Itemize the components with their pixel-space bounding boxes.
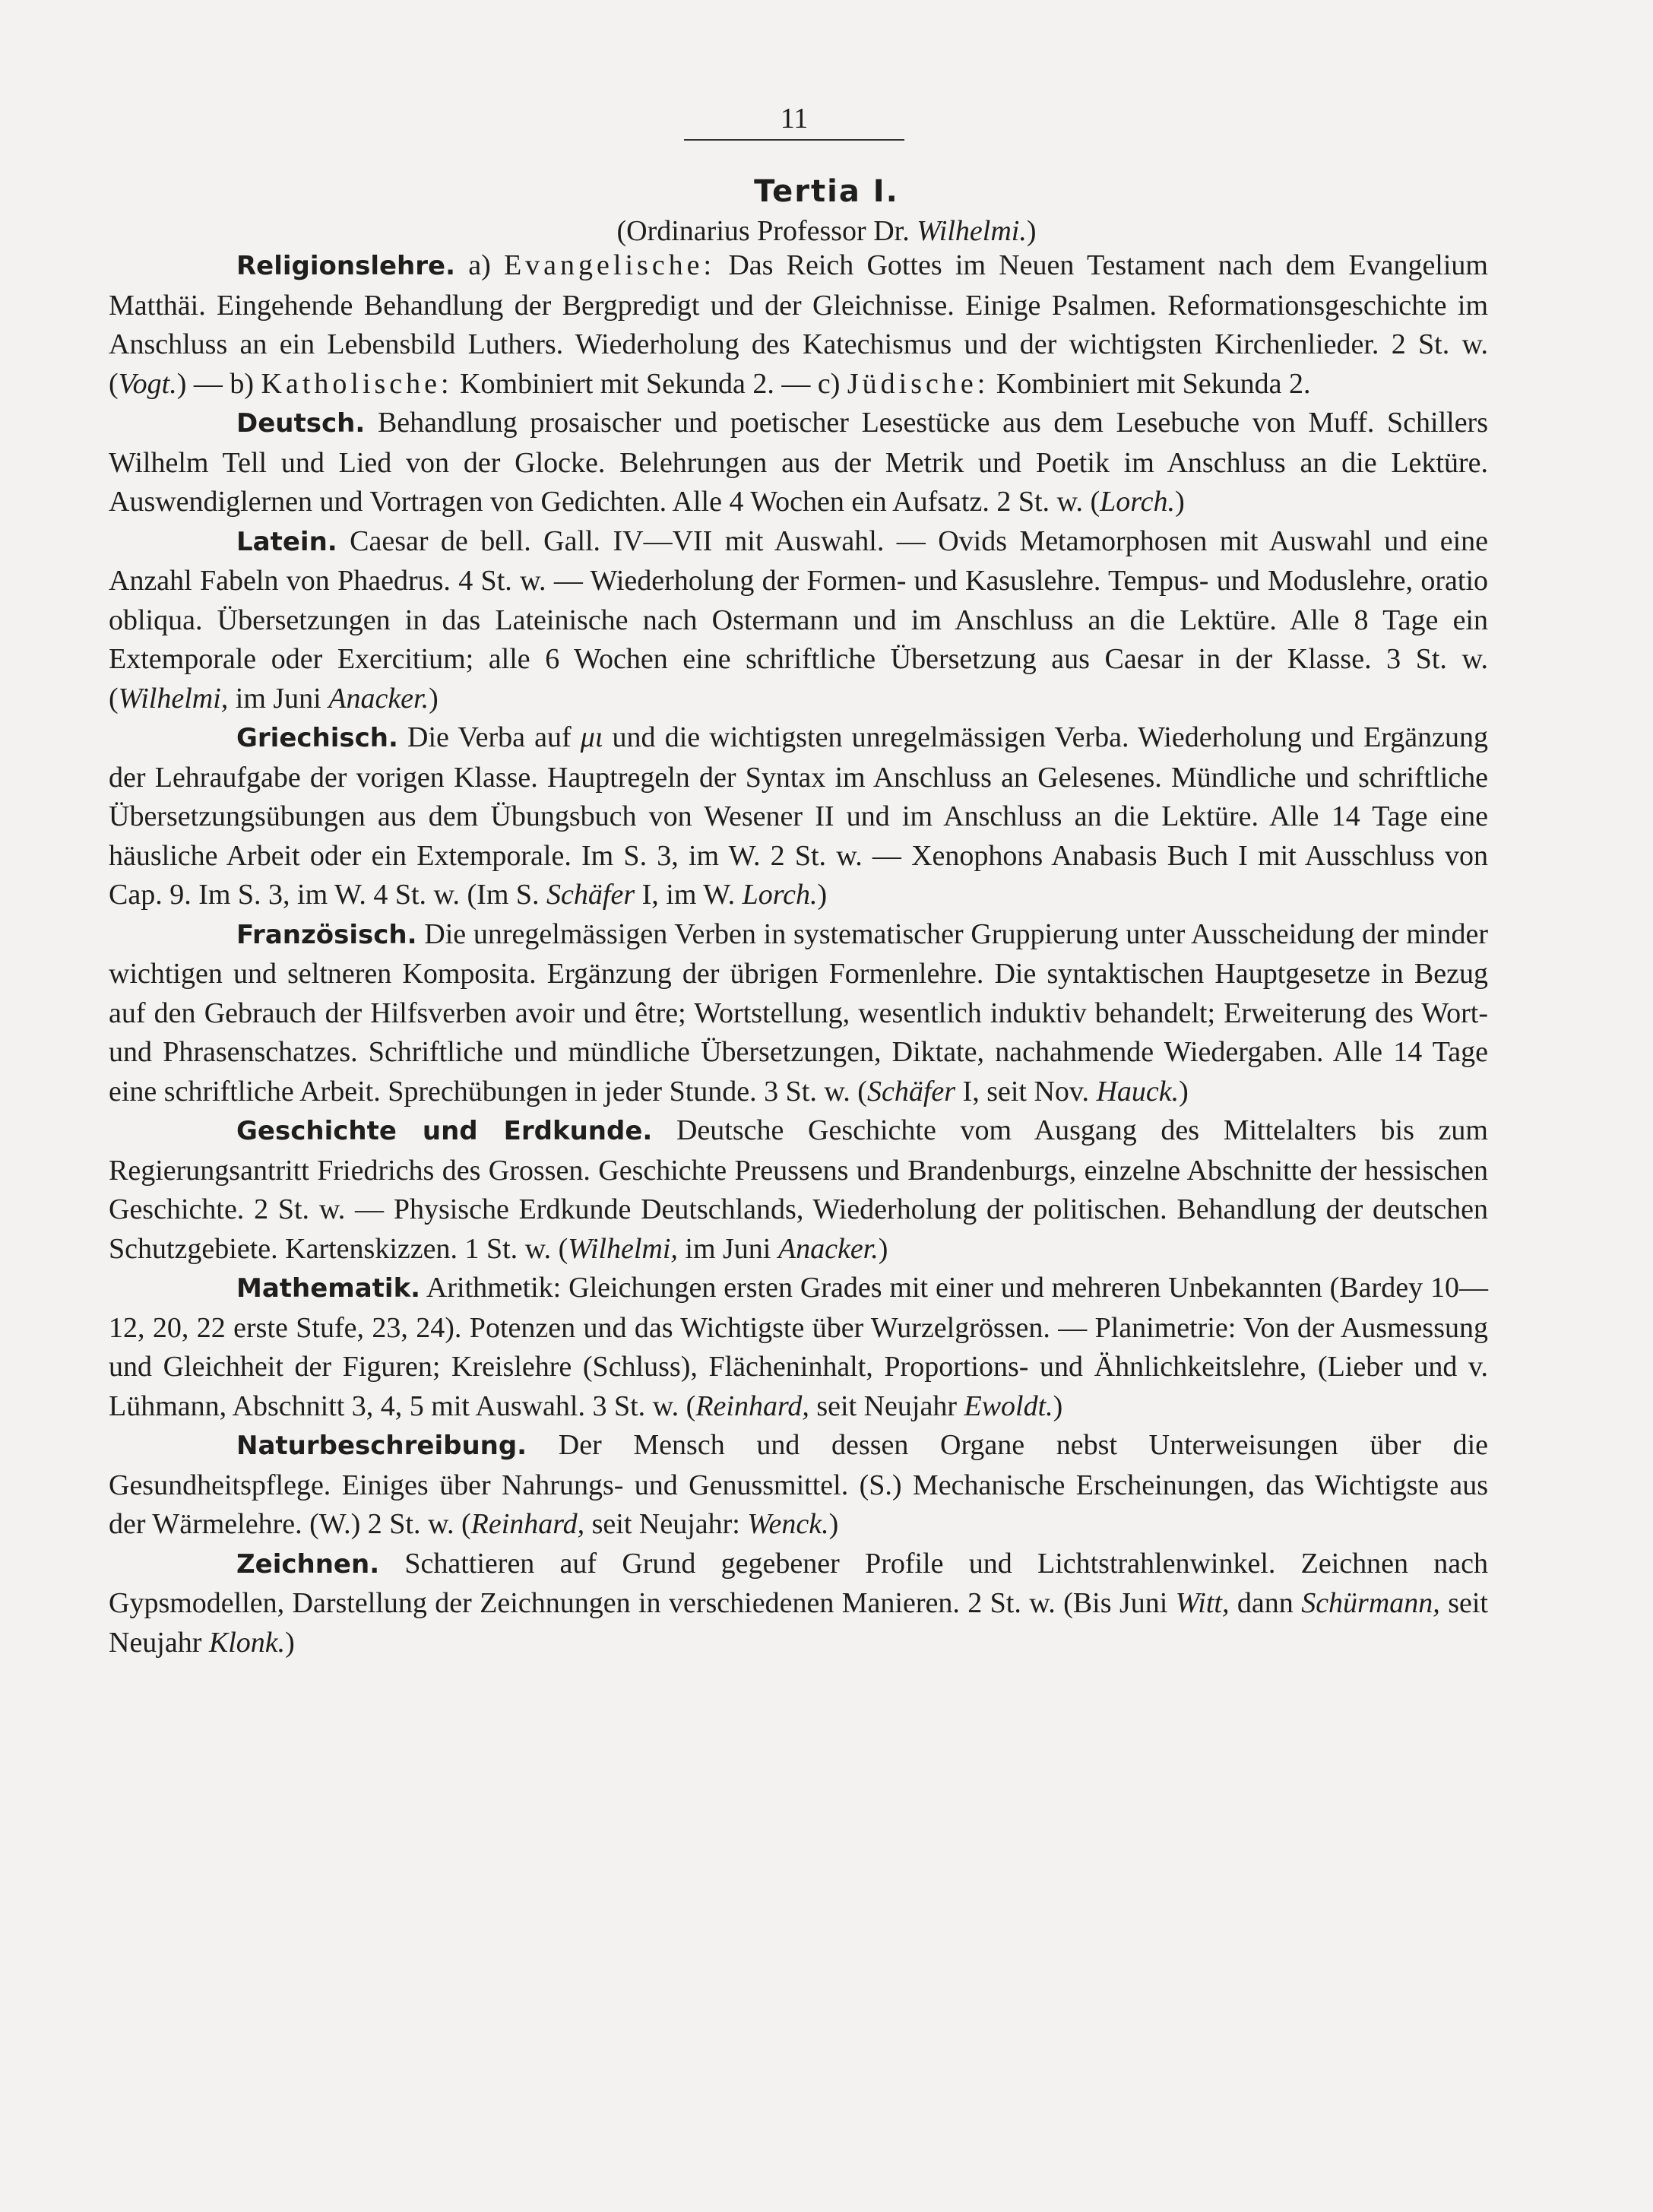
subject-spaced-text: Evangelische: [503,249,716,281]
subject-text: ) [878,1232,888,1265]
subject-text: Die Verba auf [397,721,581,753]
teacher-name: Wenck. [747,1508,829,1540]
ordinarius-prefix: (Ordinarius Professor Dr. [616,215,917,247]
subject-heading: Griechisch. [236,723,398,753]
subject-text: ) — b) [176,367,261,400]
subject-text: I, im W. [635,879,743,911]
subject-text: ) [1175,486,1185,518]
subject-text: ) [1179,1075,1189,1108]
teacher-name: Lorch. [1100,486,1176,518]
subject-text: im Juni [228,682,329,715]
subject-zeichnen [109,1545,1488,1663]
subject-text: seit Neujahr [109,1587,1488,1659]
greek-term: μι [580,721,603,753]
ordinarius-name: Wilhelmi. [917,215,1027,247]
teacher-name: Ewoldt. [964,1390,1053,1422]
subject-list [109,246,1488,1662]
section-title: Tertia I. [754,174,899,209]
teacher-name: Witt, [1175,1587,1230,1619]
ordinarius-line [0,211,1653,251]
teacher-name: Schäfer [546,879,635,911]
subject-heading: Latein. [236,526,337,557]
subject-text: und die wichtigsten unregelmässigen Verba. Wiederholung und Ergänzung der Lehraufgabe der vorigen Klasse. Hauptregeln der Syntax im Anschluss an Gelesenes. Mündliche und schriftliche Übersetzungsübungen aus dem Übungsbuch von Wesener II und im Anschluss an die Lektüre. Alle 14 Tage eine häusliche Arbeit oder ein Extemporale. Im S. 3, im W. 2 St. w. — Xenophons Anabasis Buch I mit Ausschluss von Cap. 9. Im S. 3, im W. 4 St. w. (Im S. [109,721,1488,911]
teacher-name: Wilhelmi, [568,1232,678,1265]
subject-griechisch [109,718,1488,915]
subject-heading: Deutsch. [236,408,366,439]
subject-spaced-text: Jüdische: [847,367,990,400]
teacher-name: Schäfer [866,1075,956,1108]
teacher-name: Schürmann, [1301,1587,1440,1619]
subject-text: a) [455,249,504,281]
subject-mathematik [109,1269,1488,1426]
subject-geschichte-erdkunde [109,1111,1488,1269]
subject-text: seit Neujahr [809,1390,964,1422]
subject-franzoesisch [109,915,1488,1112]
subject-text: dann [1229,1587,1302,1619]
subject-text: Kombiniert mit Sekunda 2. — c) [452,367,847,400]
subject-heading: Französisch. [236,919,417,950]
subject-religionslehre [109,246,1488,404]
subject-text: im Juni [677,1232,778,1265]
subject-text: Caesar de bell. Gall. IV—VII mit Auswahl. — Ovids Metamorphosen mit Auswahl und eine Anzahl Fabeln von Phaedrus. 4 St. w. — Wiederholung der Formen- und Kasuslehre. Tempus- und Moduslehre, oratio obliqua. Übersetzungen in das Lateinische nach Ostermann und im Anschluss an die Lektüre. Alle 8 Tage ein Extemporale oder Exercitium; alle 6 Wochen eine schriftliche Übersetzung aus Caesar in der Klasse. 3 St. w. ( [109,524,1488,715]
subject-heading: Naturbeschreibung. [236,1431,527,1461]
subject-text: Schattieren auf Grund gegebener Profile und Lichtstrahlenwinkel. Zeichnen nach Gypsmodellen, Darstellung der Zeichnungen in verschiedenen Manieren. 2 St. w. (Bis Juni [109,1547,1488,1619]
subject-latein [109,522,1488,719]
subject-text: I, seit Nov. [955,1075,1097,1108]
teacher-name: Reinhard, [695,1390,809,1422]
teacher-name: Anacker. [777,1232,879,1265]
subject-text: Der Mensch und dessen Organe nebst Unterweisungen über die Gesundheitspflege. Einiges über Nahrungs- und Genussmittel. (S.) Mechanische Erscheinungen, das Wichtigste aus der Wärmelehre. (W.) 2 St. w. ( [109,1429,1488,1540]
subject-spaced-text: Katholische: [261,367,453,400]
teacher-name: Wilhelmi, [118,682,229,715]
subject-text: Das Reich Gottes im Neuen Testament nach dem Evangelium Matthäi. Eingehende Behandlung der Bergpredigt und der Gleichnisse. Einige Psalmen. Reformationsgeschichte im Anschluss an ein Lebensbild Luthers. Wiederholung des Katechismus und der wichtigsten Kirchenlieder. 2 St. w. ( [109,249,1488,400]
teacher-name: Klonk. [208,1626,286,1659]
subject-text: ) [285,1626,295,1659]
subject-heading: Religionslehre. [236,251,456,281]
teacher-name: Vogt. [118,367,177,400]
teacher-name: Hauck. [1096,1075,1180,1108]
subject-deutsch [109,404,1488,522]
page-number: 11 [780,103,809,135]
subject-heading: Zeichnen. [236,1548,380,1580]
page-number-rule [684,139,904,141]
subject-text: Arithmetik: Gleichungen ersten Grades mit einer und mehreren Unbekannten (Bardey 10—12, 20, 22 erste Stufe, 23, 24). Potenzen und das Wichtigste über Wurzelgrössen. — Planimetrie: Von der Ausmessung und Gleichheit der Figuren; Kreislehre (Schluss), Flächeninhalt, Proportions- und Ähnlichkeitslehre, (Lieber und v. Lühmann, Abschnitt 3, 4, 5 mit Auswahl. 3 St. w. ( [109,1272,1488,1422]
subject-text: ) [828,1508,839,1540]
subject-heading: Mathematik. [236,1273,421,1304]
teacher-name: Lorch. [742,879,818,911]
subject-text: Kombiniert mit Sekunda 2. [989,367,1311,400]
subject-heading: Geschichte und Erdkunde. [236,1116,653,1146]
subject-text: Die unregelmässigen Verben in systematischer Gruppierung unter Ausscheidung der minder wichtigen und seltneren Komposita. Ergänzung der übrigen Formenlehre. Die syntaktischen Hauptgesetze in Bezug auf den Gebrauch der Hilfsverben avoir und être; Wortstellung, wesentlich induktiv behandelt; Erweiterung des Wort- und Phrasenschatzes. Schriftliche und mündliche Übersetzungen, Diktate, nachahmende Wiedergaben. Alle 14 Tage eine schriftliche Arbeit. Sprechübungen in jeder Stunde. 3 St. w. ( [109,917,1488,1108]
subject-text: ) [1053,1390,1063,1422]
teacher-name: Anacker. [328,682,429,715]
ordinarius-suffix: ) [1026,215,1037,247]
subject-text: seit Neujahr: [584,1508,748,1540]
subject-naturbeschreibung [109,1426,1488,1545]
subject-text: ) [817,879,828,911]
subject-text: Behandlung prosaischer und poetischer Lesestücke aus dem Lesebuche von Muff. Schillers Wilhelm Tell und Lied von der Glocke. Belehrungen aus der Metrik und Poetik im Anschluss an die Lektüre. Auswendiglernen und Vortragen von Gedichten. Alle 4 Wochen ein Aufsatz. 2 St. w. ( [109,407,1488,518]
subject-text: ) [429,682,439,715]
teacher-name: Reinhard, [470,1508,585,1540]
subject-text: Deutsche Geschichte vom Ausgang des Mittelalters bis zum Regierungsantritt Friedrichs des Grossen. Geschichte Preussens und Brandenburgs, einzelne Abschnitte der hessischen Geschichte. 2 St. w. — Physische Erdkunde Deutschlands, Wiederholung der politischen. Behandlung der deutschen Schutzgebiete. Kartenskizzen. 1 St. w. ( [109,1114,1488,1265]
